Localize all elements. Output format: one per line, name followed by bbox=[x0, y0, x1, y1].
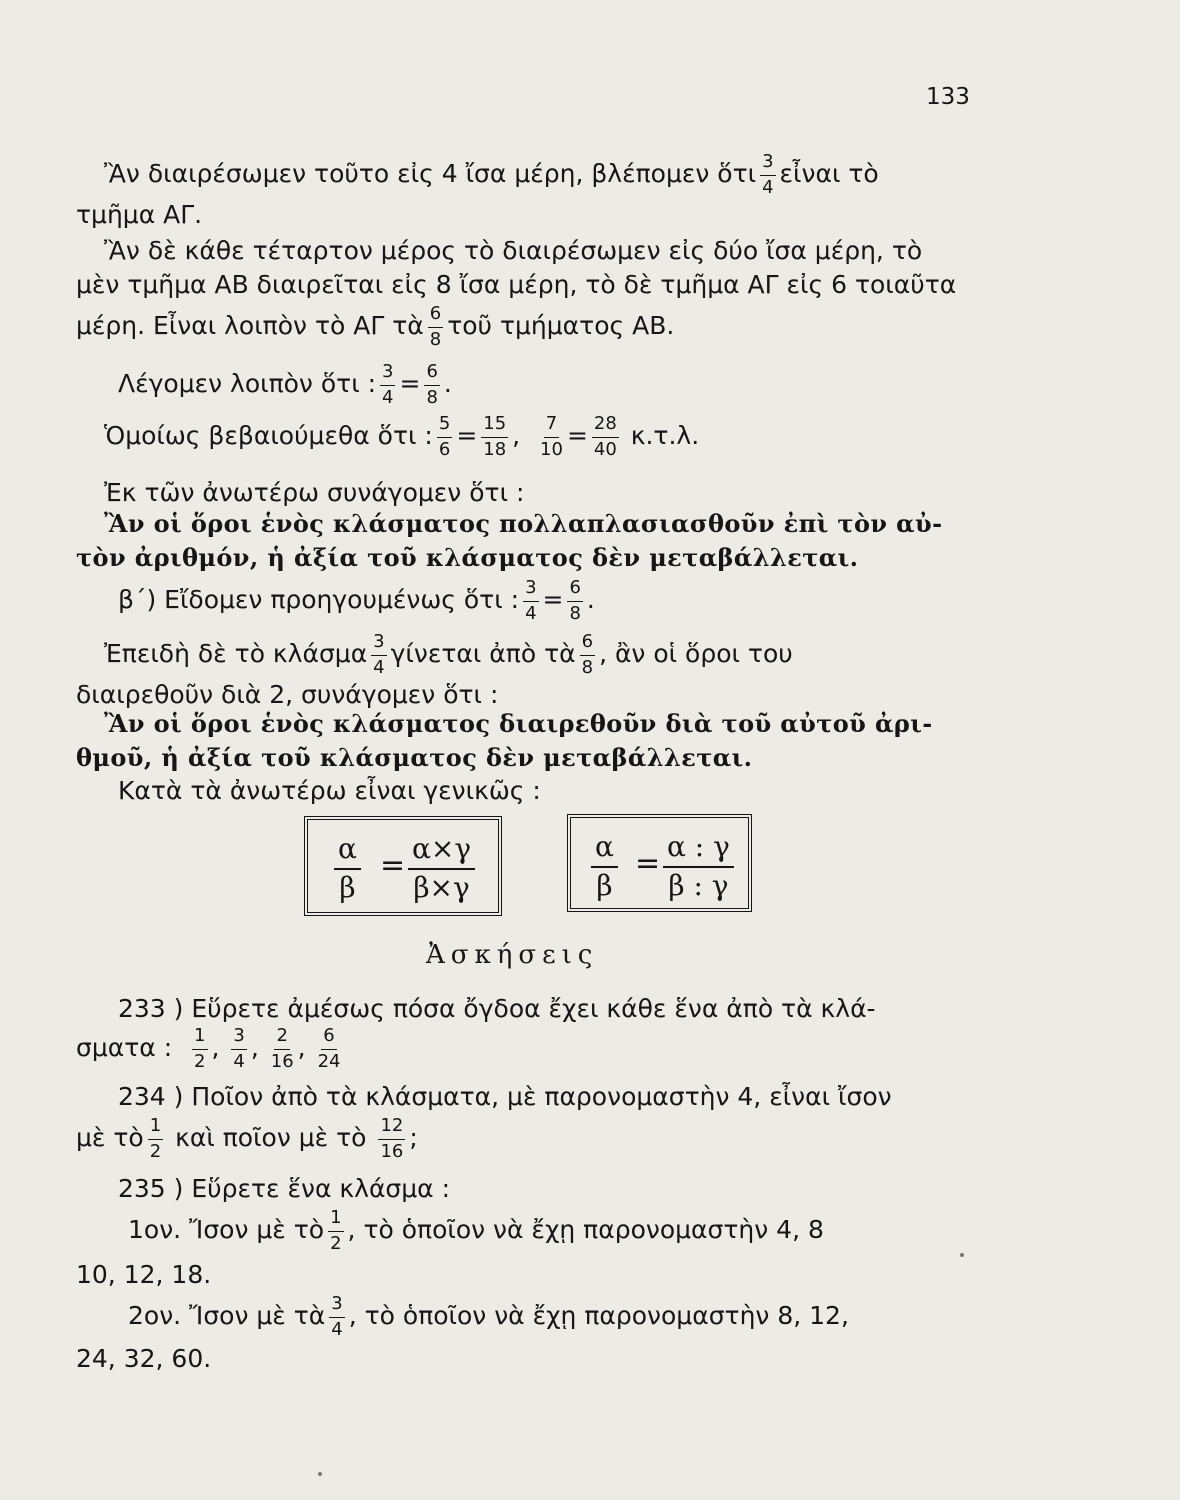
fraction-3-4: $\frac{3}{4}$ bbox=[762, 151, 774, 198]
rule-2-line-2: θμοῦ, ἡ ἀξία τοῦ κλάσματος δὲν μεταβάλλεται. bbox=[76, 743, 753, 772]
formula-box-multiply: α β = α×γ β×γ bbox=[304, 816, 502, 916]
box2-right-fraction: α : γ β : γ bbox=[663, 832, 734, 902]
exercise-235-item-1: 1ον. Ἴσον μὲ τὸ $\frac{1}{2}$ , τὸ ὁποῖον νὰ ἔχῃ παρονομαστὴν 4, 8 bbox=[128, 1207, 824, 1254]
equation-b-previous: β΄) Εἴδομεν προηγουμένως ὅτι : $\frac{3}{4}$ = $\frac{6}{8}$ . bbox=[118, 577, 595, 624]
exercises-heading: Ἀσκήσεις bbox=[426, 940, 599, 970]
paragraph-2-line-1: Ἂν δὲ κάθε τέταρτον μέρος τὸ διαιρέσωμεν εἰς δύο ἴσα μέρη, τὸ bbox=[104, 236, 923, 265]
paragraph-2-line-3: μέρη. Εἶναι λοιπὸν τὸ ΑΓ τὰ $\frac{6}{8}$ τοῦ τμήματος ΑΒ. bbox=[76, 303, 675, 350]
equation-similar-examples: Ὁμοίως βεβαιούμεθα ὅτι : $\frac{5}{6}$ = $\frac{15}{18}$ , $\frac{7}{10}$ = $\frac{28}{40}$ κ.τ.λ. bbox=[104, 413, 700, 460]
formula-box-divide: α β = α : γ β : γ bbox=[567, 814, 752, 912]
box1-left-fraction: α β bbox=[334, 834, 361, 904]
box1-right-fraction: α×γ β×γ bbox=[408, 834, 475, 904]
paragraph-7-line-1: Ἐπειδὴ δὲ τὸ κλάσμα $\frac{3}{4}$ γίνεται ἀπὸ τὰ $\frac{6}{8}$ , ἂν οἱ ὅροι του bbox=[104, 631, 793, 678]
stray-mark bbox=[960, 1253, 964, 1257]
paragraph-1-line-2: τμῆμα ΑΓ. bbox=[76, 200, 203, 229]
exercise-235-item-1-continued: 10, 12, 18. bbox=[76, 1260, 212, 1289]
equation-3-4-equals-6-8: Λέγομεν λοιπὸν ὅτι : $\frac{3}{4}$ = $\frac{6}{8}$ . bbox=[118, 361, 452, 408]
exercise-235-item-2: 2ον. Ἴσον μὲ τὰ $\frac{3}{4}$ , τὸ ὁποῖον νὰ ἔχῃ παρονομαστὴν 8, 12, bbox=[128, 1293, 849, 1340]
fraction-6-8: $\frac{6}{8}$ bbox=[429, 303, 442, 350]
exercise-235-line-1: 235 ) Εὕρετε ἕνα κλάσμα : bbox=[118, 1174, 451, 1203]
page-number: 133 bbox=[926, 84, 970, 110]
paragraph-7-line-2: διαιρεθοῦν διὰ 2, συνάγομεν ὅτι : bbox=[76, 680, 499, 709]
general-intro: Κατὰ τὰ ἀνωτέρω εἶναι γενικῶς : bbox=[118, 776, 541, 805]
exercise-235-item-2-continued: 24, 32, 60. bbox=[76, 1344, 212, 1373]
stray-mark bbox=[318, 1472, 322, 1476]
paragraph-1-line-1: Ἂν διαιρέσωμεν τοῦτο εἰς 4 ἴσα μέρη, βλέπομεν ὅτι $\frac{3}{4}$ εἶναι τὸ bbox=[104, 151, 879, 198]
rule-2-line-1: Ἂν οἱ ὅροι ἑνὸς κλάσματος διαιρεθοῦν διὰ τοῦ αὐτοῦ ἀρι- bbox=[104, 709, 933, 738]
paragraph-2-line-2: μὲν τμῆμα ΑΒ διαιρεῖται εἰς 8 ἴσα μέρη, τὸ δὲ τμῆμα ΑΓ εἰς 6 τοιαῦτα bbox=[76, 270, 957, 299]
exercise-233-line-2: σματα : $\frac{1}{2}$ , $\frac{3}{4}$ , $\frac{2}{16}$ , $\frac{6}{24}$ bbox=[76, 1025, 341, 1072]
exercise-234-line-2: μὲ τὸ $\frac{1}{2}$ καὶ ποῖον μὲ τὸ $\frac{12}{16}$ ; bbox=[76, 1115, 418, 1162]
rule-1-line-1: Ἂν οἱ ὅροι ἑνὸς κλάσματος πολλαπλασιασθοῦν ἐπὶ τὸν αὐ- bbox=[104, 509, 943, 538]
conclusion-intro: Ἐκ τῶν ἀνωτέρω συνάγομεν ὅτι : bbox=[104, 478, 525, 507]
box2-left-fraction: α β bbox=[591, 832, 618, 902]
exercise-234-line-1: 234 ) Ποῖον ἀπὸ τὰ κλάσματα, μὲ παρονομαστὴν 4, εἶναι ἴσον bbox=[118, 1082, 892, 1111]
exercise-233-line-1: 233 ) Εὕρετε ἀμέσως πόσα ὄγδοα ἔχει κάθε ἕνα ἀπὸ τὰ κλά- bbox=[118, 994, 876, 1023]
rule-1-line-2: τὸν ἀριθμόν, ἡ ἀξία τοῦ κλάσματος δὲν μεταβάλλεται. bbox=[76, 543, 859, 572]
